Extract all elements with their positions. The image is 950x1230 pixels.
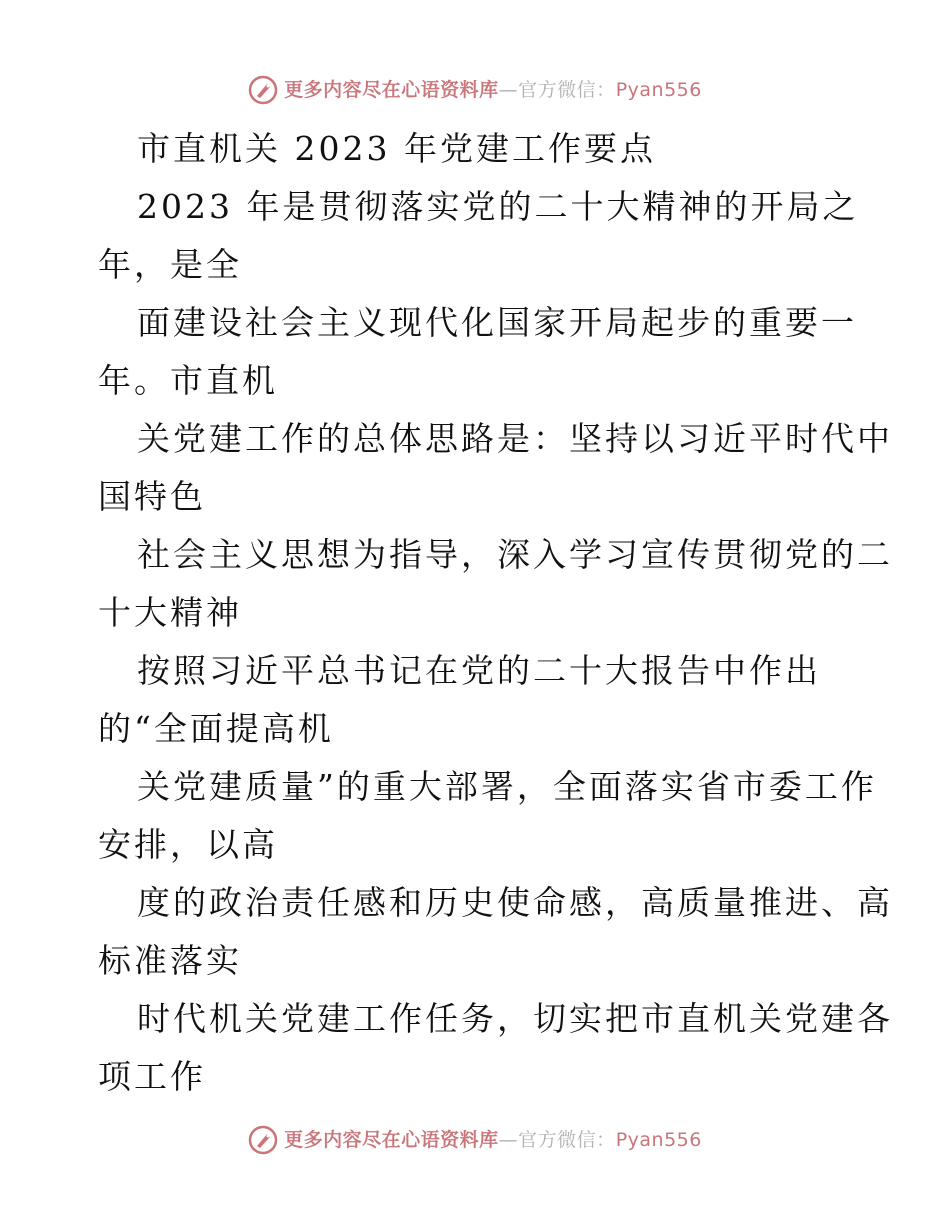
paragraph-line: 安排，以高	[98, 825, 278, 864]
paragraph-line: 面建设社会主义现代化国家开局起步的重要一	[137, 303, 857, 342]
watermark-main-text: 更多内容尽在心语资料库	[284, 1128, 499, 1151]
paragraph-line: 年，是全	[98, 245, 242, 284]
paragraph-line: 时代机关党建工作任务，切实把市直机关党建各	[137, 999, 893, 1038]
paragraph-line: 关党建质量”的重大部署，全面落实省市委工作	[137, 767, 877, 806]
paragraph-line: 国特色	[98, 477, 206, 516]
watermark-label: 官方微信：	[518, 78, 616, 101]
paragraph-line: 关党建工作的总体思路是：坚持以习近平时代中	[137, 419, 893, 458]
paragraph-line: 的“全面提高机	[98, 709, 334, 748]
paragraph-line: 度的政治责任感和历史使命感，高质量推进、高	[137, 883, 893, 922]
watermark-wechat-id: Pyan556	[615, 78, 702, 101]
paragraph-line: 十大精神	[98, 593, 242, 632]
watermark-label: 官方微信：	[518, 1128, 616, 1151]
paragraph-line: 标准落实	[98, 941, 242, 980]
watermark-banner-top	[0, 70, 950, 110]
watermark-wechat-id: Pyan556	[615, 1128, 702, 1151]
watermark-separator: —	[498, 1128, 519, 1151]
document-title: 市直机关 2023 年党建工作要点	[137, 129, 656, 168]
watermark-separator: —	[498, 78, 519, 101]
pen-nib-circle-icon	[248, 1125, 278, 1155]
watermark-main-text: 更多内容尽在心语资料库	[284, 78, 499, 101]
paragraph-line: 年。市直机	[98, 361, 278, 400]
pen-nib-circle-icon	[248, 75, 278, 105]
paragraph-line: 2023 年是贯彻落实党的二十大精神的开局之	[137, 187, 859, 226]
watermark-banner-bottom	[0, 1120, 950, 1160]
paragraph-line: 项工作	[98, 1057, 206, 1096]
paragraph-line: 按照习近平总书记在党的二十大报告中作出	[137, 651, 821, 690]
paragraph-line: 社会主义思想为指导，深入学习宣传贯彻党的二	[137, 535, 893, 574]
